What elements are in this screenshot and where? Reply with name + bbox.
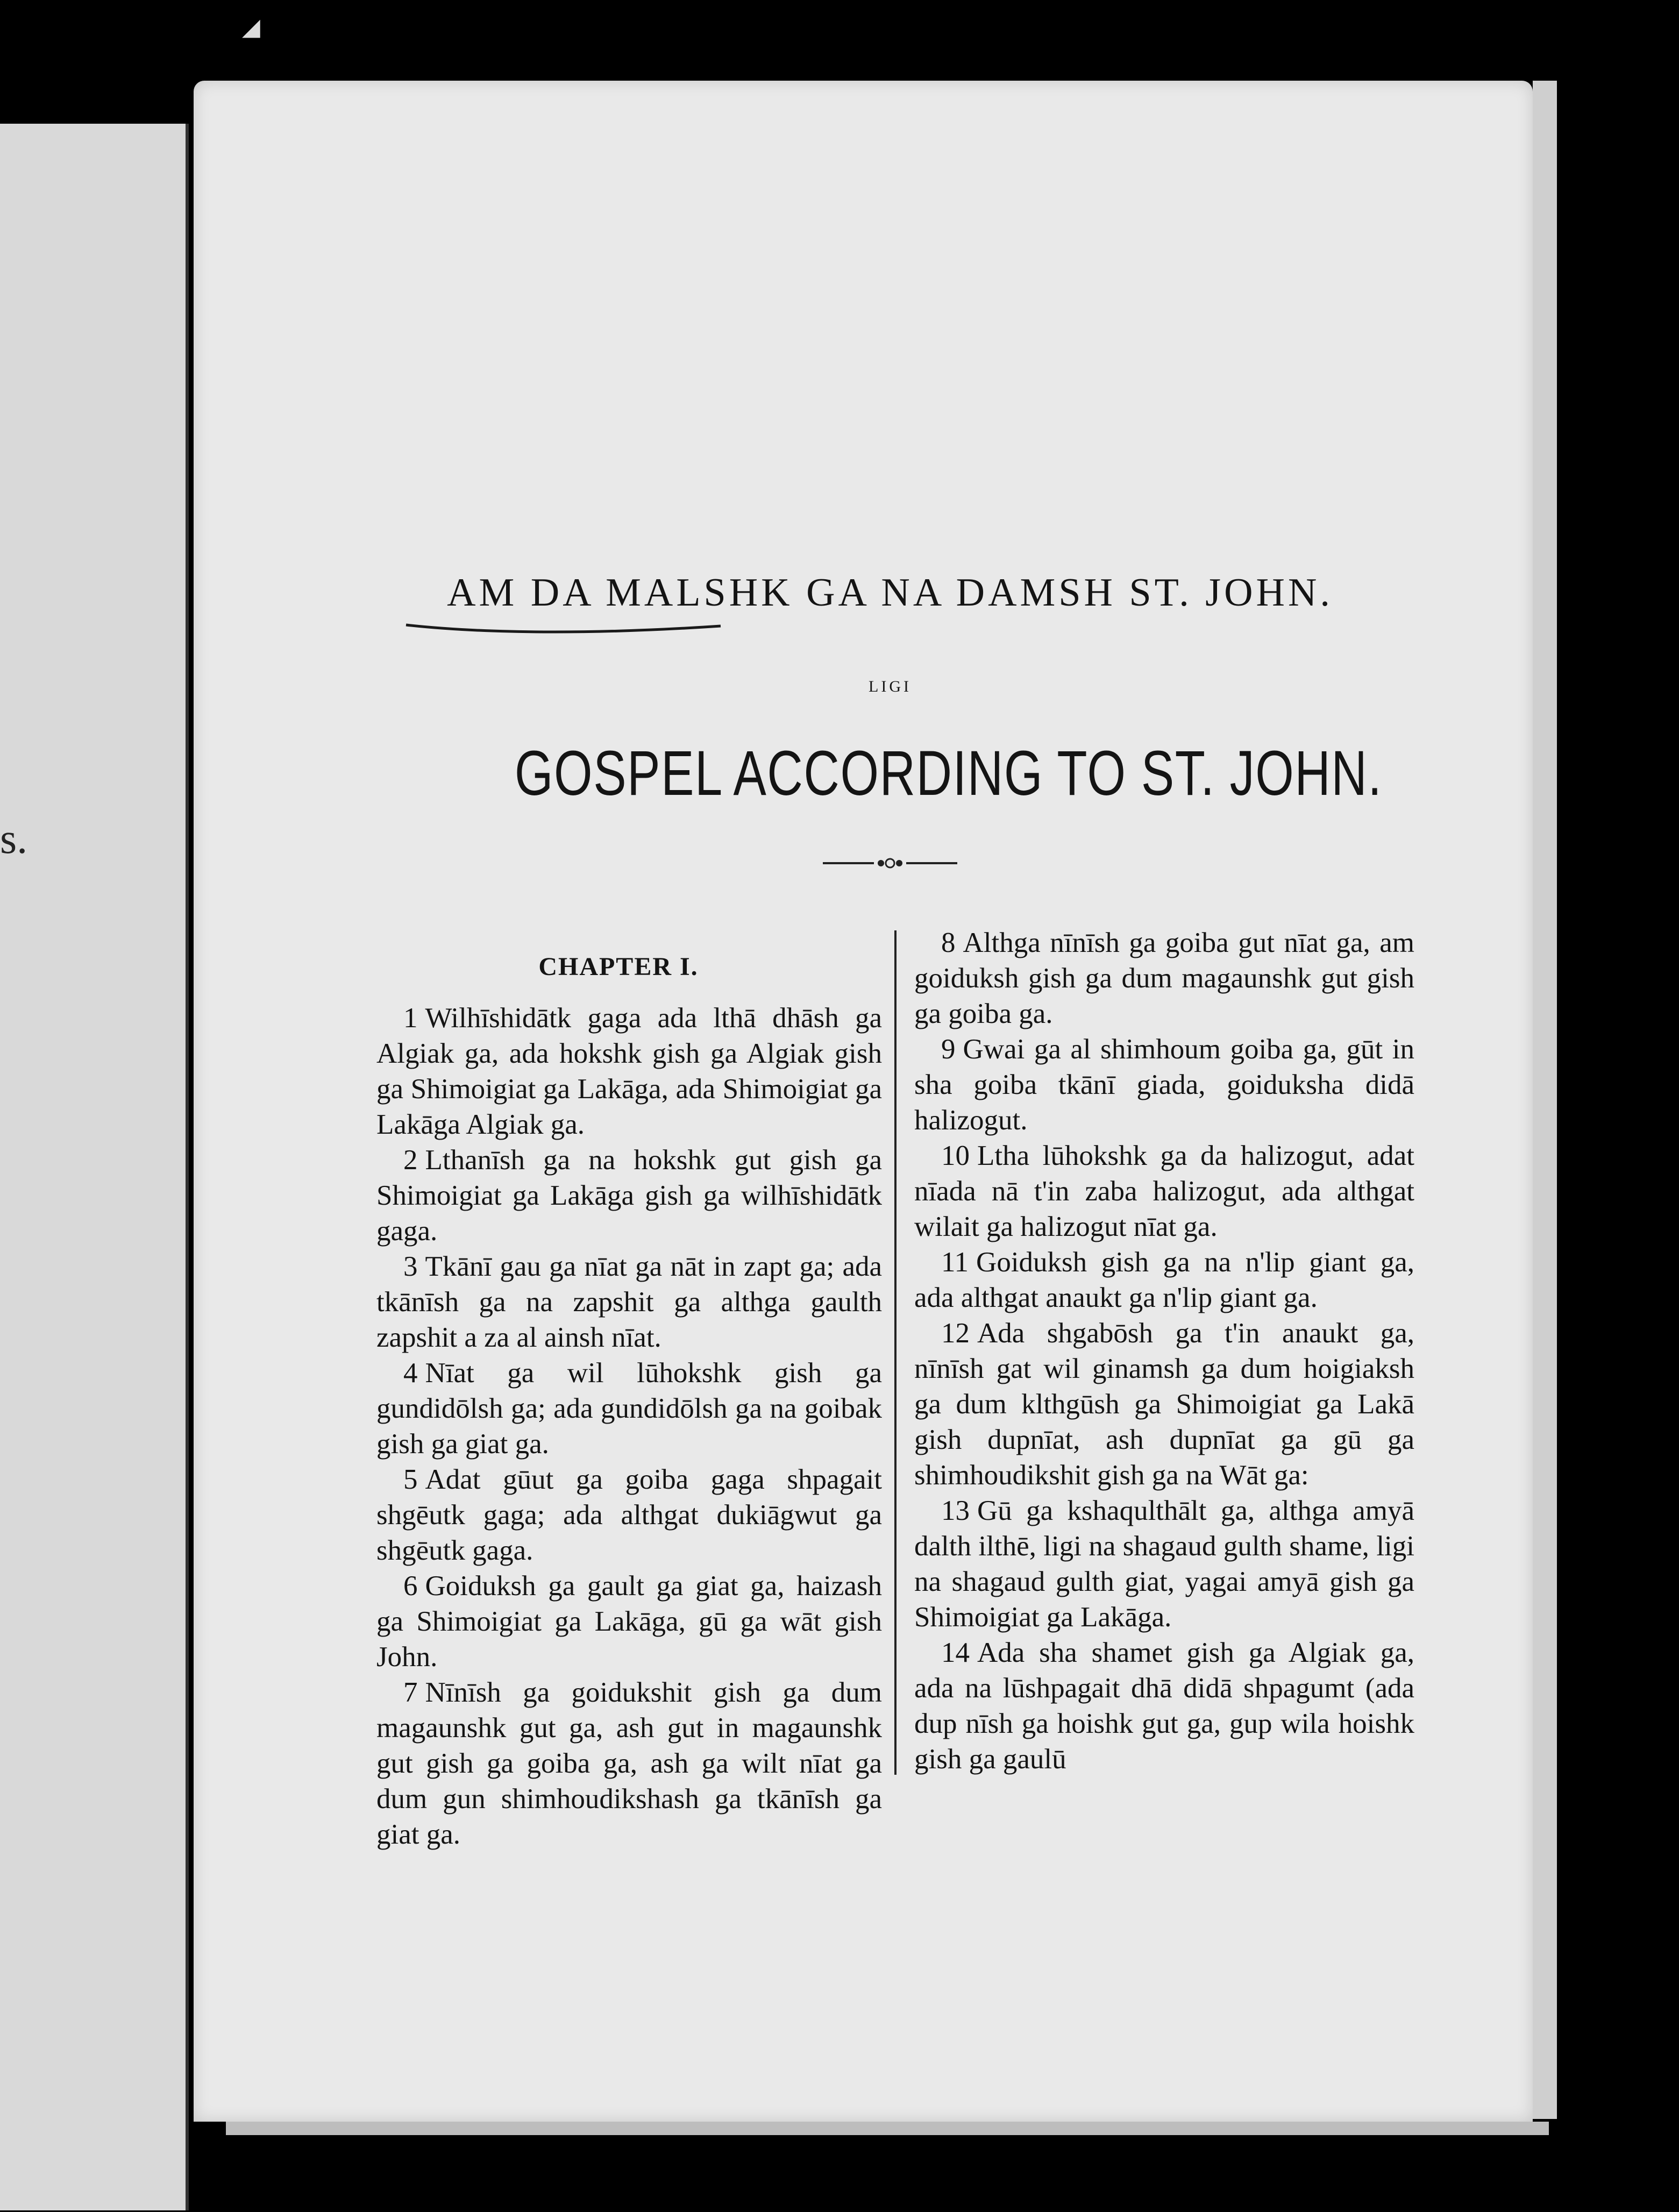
right-column [914,925,1414,1777]
page-edge-bottom [226,2122,1549,2135]
left-page-edge-text: s. [0,815,28,863]
left-facing-page [0,124,189,2210]
verse-text: Tkānī gau ga nīat ga nāt in zapt ga; ada tkānīsh ga na zapshit ga althga gaulth zapshit a za al ainsh nīat. [376,1251,882,1353]
verse-number: 3 [403,1251,418,1282]
corner-mark: ◢ [242,14,260,40]
verse [376,1568,882,1675]
verse-number: 8 [941,927,956,958]
verse-number: 1 [403,1002,418,1034]
verse [914,1315,1414,1493]
verse-text: Gū ga kshaqulthālt ga, althga amyā dalth ilthē, ligi na shagaud gulth shame, ligi na shagaud gulth giat, yagai amyā gish ga Shimoigiat ga Lakāga. [914,1495,1414,1633]
chapter-heading: CHAPTER I. [538,952,699,981]
title-conjunction: LIGI [869,678,912,695]
verse-number: 7 [403,1677,418,1708]
ornament-divider [823,852,957,874]
verse-number: 4 [403,1357,418,1389]
column-divider [894,930,897,1775]
verse-text: Lthanīsh ga na hokshk gut gish ga Shimoigiat ga Lakāga gish ga wilhīshidātk gaga. [376,1144,882,1247]
verse-text: Ltha lūhokshk ga da halizogut, adat nīada nā t'in zaba halizogut, ada althgat wilait ga halizogut nīat ga. [914,1140,1414,1242]
verse [376,1675,882,1852]
verse [914,1635,1414,1777]
verse-number: 11 [941,1247,969,1278]
page-title-native: AM DA MALSHK GA NA DAMSH ST. JOHN. [447,571,1333,615]
verse [376,1462,882,1568]
verse [914,1493,1414,1635]
verse-number: 13 [941,1495,970,1526]
verse-number: 2 [403,1144,418,1176]
verse [376,1355,882,1462]
handwritten-underline [403,618,726,640]
verse-number: 12 [941,1318,970,1349]
verse [914,1244,1414,1315]
verse [376,1249,882,1355]
verse [376,1142,882,1249]
verse-text: Goiduksh ga gault ga giat ga, haizash ga Shimoigiat ga Lakāga, gū ga wāt gish John. [376,1570,882,1673]
verse-text: Adat gūut ga goiba gaga shpagait shgēutk gaga; ada althgat dukiāgwut ga shgēutk gaga. [376,1464,882,1566]
verse [914,925,1414,1032]
verse-text: Ada sha shamet gish ga Algiak ga, ada na lūshpagait dhā didā shpagumt (ada dup nīsh ga hoishk gut ga, gup wila hoishk gish ga gaulū [914,1637,1414,1775]
verse-text: Nīat ga wil lūhokshk gish ga gundidōlsh ga; ada gundidōlsh ga na goibak gish ga giat ga. [376,1357,882,1460]
verse-text: Goiduksh gish ga na n'lip giant ga, ada althgat anaukt ga n'lip giant ga. [914,1247,1414,1313]
verse-text: Gwai ga al shimhoum goiba ga, gūt in sha goiba tkānī giada, goiduksha didā halizogut. [914,1034,1414,1136]
left-column [376,1000,882,1852]
verse [376,1000,882,1142]
verse-text: Wilhīshidātk gaga ada lthā dhāsh ga Algiak ga, ada hokshk gish ga Algiak gish ga Shimoigiat ga Lakāga, ada Shimoigiat ga Lakāga Algiak ga. [376,1002,882,1140]
verse-number: 10 [941,1140,970,1171]
verse-number: 6 [403,1570,418,1602]
verse-number: 5 [403,1464,418,1495]
verse-text: Nīnīsh ga goidukshit gish ga dum magaunshk gut ga, ash gut in magaunshk gut gish ga goiba ga, ash ga wilt nīat ga dum gun shimhoudikshash ga tkānīsh ga giat ga. [376,1677,882,1850]
page-title-english: GOSPEL ACCORDING TO ST. JOHN. [514,738,1383,809]
verse [914,1138,1414,1244]
verse-number: 9 [941,1034,956,1065]
verse [914,1032,1414,1138]
page-edge-right [1533,81,1557,2119]
verse-number: 14 [941,1637,970,1668]
verse-text: Althga nīnīsh ga goiba gut nīat ga, am goiduksh gish ga dum magaunshk gut gish ga goiba ga. [914,927,1414,1029]
verse-text: Ada shgabōsh ga t'in anaukt ga, nīnīsh gat wil ginamsh ga dum hoigiaksh ga dum klthgūsh ga Shimoigiat ga Lakā gish dupnīat, ash dupnīat ga gū ga shimhoudikshit gish ga na Wāt ga: [914,1318,1414,1491]
